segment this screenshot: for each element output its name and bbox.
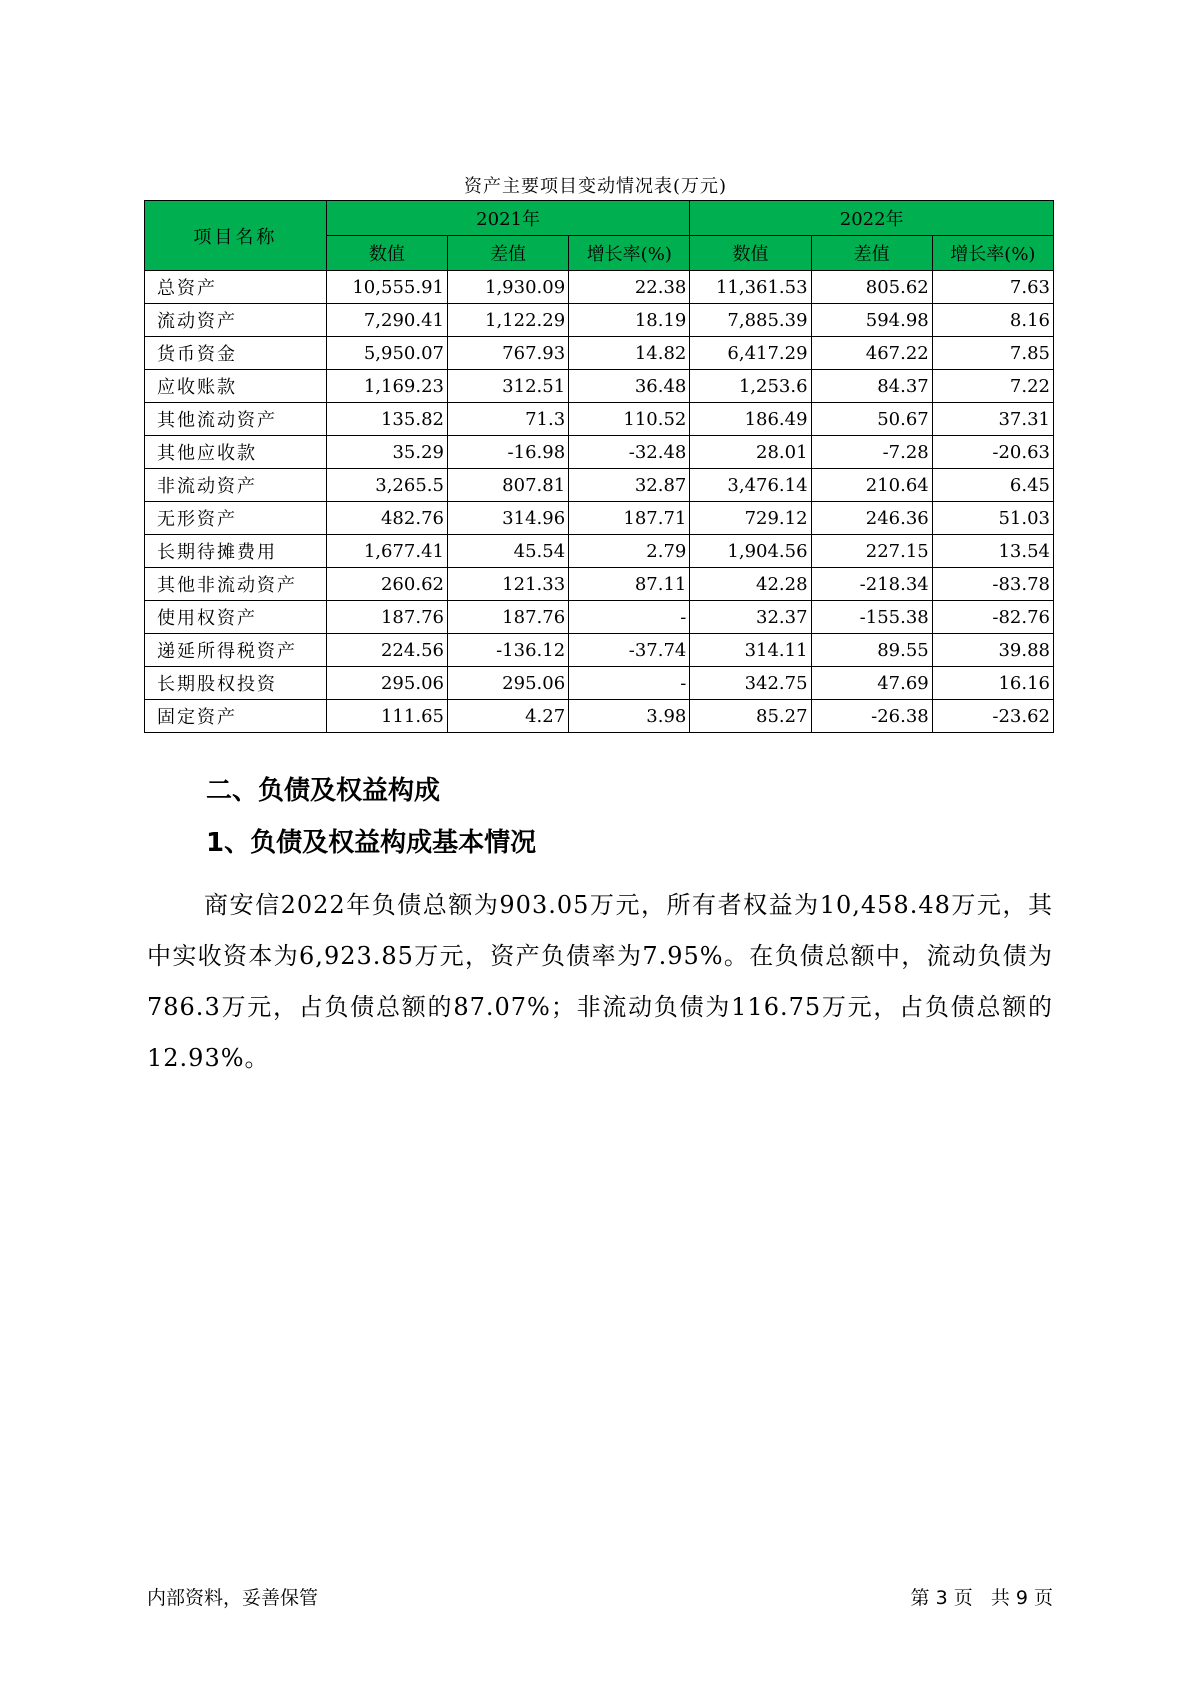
table-row [145,271,1054,304]
row-value-cell: 467.22 [811,337,932,370]
table-row [145,469,1054,502]
row-value-cell: 35.29 [326,436,447,469]
row-value-cell: 7.22 [932,370,1053,403]
row-value-cell: -26.38 [811,700,932,733]
header-col-growth-2022: 增长率(%) [932,236,1053,271]
row-item-name: 使用权资产 [145,601,327,634]
row-value-cell: 37.31 [932,403,1053,436]
row-value-cell: 260.62 [326,568,447,601]
row-item-name: 其他应收款 [145,436,327,469]
row-value-cell: 4.27 [447,700,568,733]
table-header [145,201,1054,271]
row-value-cell: 50.67 [811,403,932,436]
row-value-cell: 1,930.09 [447,271,568,304]
row-value-cell: 36.48 [569,370,690,403]
row-value-cell: -7.28 [811,436,932,469]
header-col-value-2022: 数值 [690,236,811,271]
row-value-cell: -155.38 [811,601,932,634]
row-value-cell: 187.76 [447,601,568,634]
row-item-name: 非流动资产 [145,469,327,502]
row-item-name: 总资产 [145,271,327,304]
row-value-cell: -32.48 [569,436,690,469]
row-value-cell: -23.62 [932,700,1053,733]
row-item-name: 无形资产 [145,502,327,535]
body-paragraph: 商安信2022年负债总额为903.05万元，所有者权益为10,458.48万元，其中实收资本为6,923.85万元，资产负债率为7.95%。在负债总额中，流动负债为786.3万元，占负债总额的87.07%；非流动负债为116.75万元，占负债总额的12.93%。 [147,891,1053,1072]
row-value-cell: 312.51 [447,370,568,403]
row-value-cell: 10,555.91 [326,271,447,304]
row-value-cell: 3,476.14 [690,469,811,502]
row-value-cell: - [569,667,690,700]
row-value-cell: 47.69 [811,667,932,700]
header-col-diff-2022: 差值 [811,236,932,271]
row-value-cell: 7.63 [932,271,1053,304]
row-item-name: 长期股权投资 [145,667,327,700]
row-value-cell: 42.28 [690,568,811,601]
table-row [145,667,1054,700]
row-item-name: 其他流动资产 [145,403,327,436]
table-row [145,436,1054,469]
row-value-cell: 224.56 [326,634,447,667]
row-value-cell: 210.64 [811,469,932,502]
header-col-growth-2021: 增长率(%) [569,236,690,271]
row-value-cell: 314.11 [690,634,811,667]
row-value-cell: 342.75 [690,667,811,700]
row-value-cell: 6,417.29 [690,337,811,370]
row-value-cell: 187.71 [569,502,690,535]
row-value-cell: 51.03 [932,502,1053,535]
table-body [145,271,1054,733]
row-value-cell: 729.12 [690,502,811,535]
row-value-cell: 1,122.29 [447,304,568,337]
row-value-cell: -37.74 [569,634,690,667]
row-value-cell: 295.06 [326,667,447,700]
row-value-cell: 39.88 [932,634,1053,667]
row-value-cell: 45.54 [447,535,568,568]
row-value-cell: -83.78 [932,568,1053,601]
table-row [145,403,1054,436]
row-value-cell: 32.87 [569,469,690,502]
row-value-cell: -136.12 [447,634,568,667]
row-value-cell: -218.34 [811,568,932,601]
table-caption: 资产主要项目变动情况表(万元) [463,176,728,197]
row-item-name: 其他非流动资产 [145,568,327,601]
row-value-cell: 121.33 [447,568,568,601]
header-col-diff-2021: 差值 [447,236,568,271]
row-item-name: 货币资金 [145,337,327,370]
header-col-value-2021: 数值 [326,236,447,271]
table-row [145,568,1054,601]
footer-page-number: 第 3 页 共 9 页 [910,1587,1053,1609]
row-value-cell: 186.49 [690,403,811,436]
row-value-cell: 246.36 [811,502,932,535]
footer-confidential-note: 内部资料，妥善保管 [147,1587,319,1609]
row-value-cell: 7,885.39 [690,304,811,337]
row-value-cell: 805.62 [811,271,932,304]
row-value-cell: 807.81 [447,469,568,502]
header-year-2022: 2022年 [690,201,1054,236]
row-value-cell: -20.63 [932,436,1053,469]
table-row [145,535,1054,568]
table-row [145,634,1054,667]
row-value-cell: 71.3 [447,403,568,436]
header-item-name: 项目名称 [145,201,327,271]
row-item-name: 应收账款 [145,370,327,403]
row-value-cell: 7,290.41 [326,304,447,337]
row-item-name: 长期待摊费用 [145,535,327,568]
row-value-cell: 28.01 [690,436,811,469]
row-value-cell: 8.16 [932,304,1053,337]
row-value-cell: 1,169.23 [326,370,447,403]
row-value-cell: 32.37 [690,601,811,634]
row-value-cell: 1,677.41 [326,535,447,568]
row-value-cell: 84.37 [811,370,932,403]
row-value-cell: 89.55 [811,634,932,667]
row-value-cell: 87.11 [569,568,690,601]
row-value-cell: 16.16 [932,667,1053,700]
table-row [145,502,1054,535]
row-value-cell: 482.76 [326,502,447,535]
row-value-cell: 11,361.53 [690,271,811,304]
header-year-2021: 2021年 [326,201,690,236]
row-value-cell: 767.93 [447,337,568,370]
table-row [145,370,1054,403]
asset-changes-table [144,200,1054,733]
subsection-heading: 1、负债及权益构成基本情况 [206,828,537,858]
row-value-cell: 314.96 [447,502,568,535]
table-row [145,304,1054,337]
row-value-cell: 85.27 [690,700,811,733]
row-value-cell: 1,253.6 [690,370,811,403]
table-row [145,700,1054,733]
row-value-cell: 18.19 [569,304,690,337]
row-value-cell: 2.79 [569,535,690,568]
row-value-cell: - [569,601,690,634]
row-value-cell: 111.65 [326,700,447,733]
table-row [145,337,1054,370]
row-item-name: 固定资产 [145,700,327,733]
table-row [145,601,1054,634]
section-heading: 二、负债及权益构成 [206,776,441,806]
row-value-cell: 3,265.5 [326,469,447,502]
row-value-cell: -16.98 [447,436,568,469]
row-value-cell: -82.76 [932,601,1053,634]
row-value-cell: 594.98 [811,304,932,337]
row-value-cell: 5,950.07 [326,337,447,370]
row-value-cell: 135.82 [326,403,447,436]
row-value-cell: 187.76 [326,601,447,634]
row-item-name: 流动资产 [145,304,327,337]
row-value-cell: 3.98 [569,700,690,733]
row-value-cell: 22.38 [569,271,690,304]
row-value-cell: 7.85 [932,337,1053,370]
row-item-name: 递延所得税资产 [145,634,327,667]
row-value-cell: 295.06 [447,667,568,700]
row-value-cell: 1,904.56 [690,535,811,568]
row-value-cell: 13.54 [932,535,1053,568]
row-value-cell: 227.15 [811,535,932,568]
row-value-cell: 6.45 [932,469,1053,502]
row-value-cell: 110.52 [569,403,690,436]
row-value-cell: 14.82 [569,337,690,370]
